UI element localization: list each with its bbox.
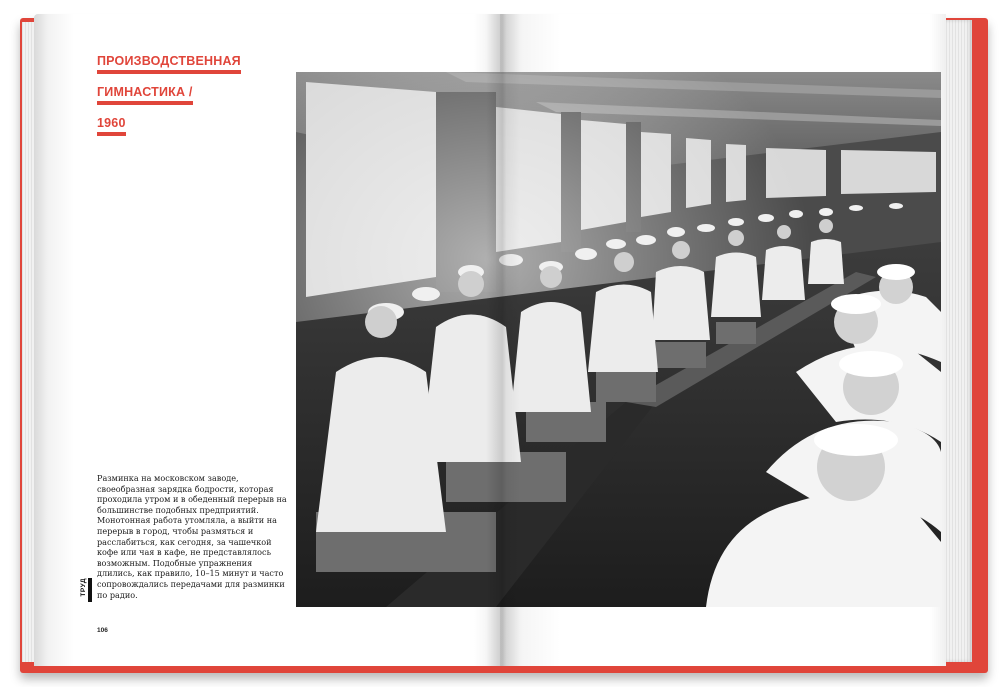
- title-year: 1960: [97, 116, 126, 136]
- factory-workers-photo: [296, 72, 941, 607]
- section-side-label: [78, 578, 94, 602]
- title-line-2: ГИМНАСТИКА /: [97, 85, 193, 105]
- page-number: 106: [97, 627, 108, 634]
- page-edges-right: [944, 20, 972, 662]
- title-line-1: ПРОИЗВОДСТВЕННАЯ: [97, 54, 241, 74]
- photo-caption: Разминка на московском заводе, своеобразная зарядка бодрости, которая проходила утром и в обеденный перерыв на большинстве подобных предприятий. Монотонная работа утомляла, а выйти на перерыв в город, чтобы размяться и расслабиться, как сегодня, за чашечкой кофе или чая в кафе, не представлялось возможным. Подобные упражнения длились, как правило, 10–15 минут и часто сопровождались передачами для разминки по радио.: [97, 473, 287, 600]
- chapter-title: [97, 52, 277, 145]
- section-label-bar: [88, 578, 92, 602]
- section-label-text: ТРУД: [80, 578, 87, 597]
